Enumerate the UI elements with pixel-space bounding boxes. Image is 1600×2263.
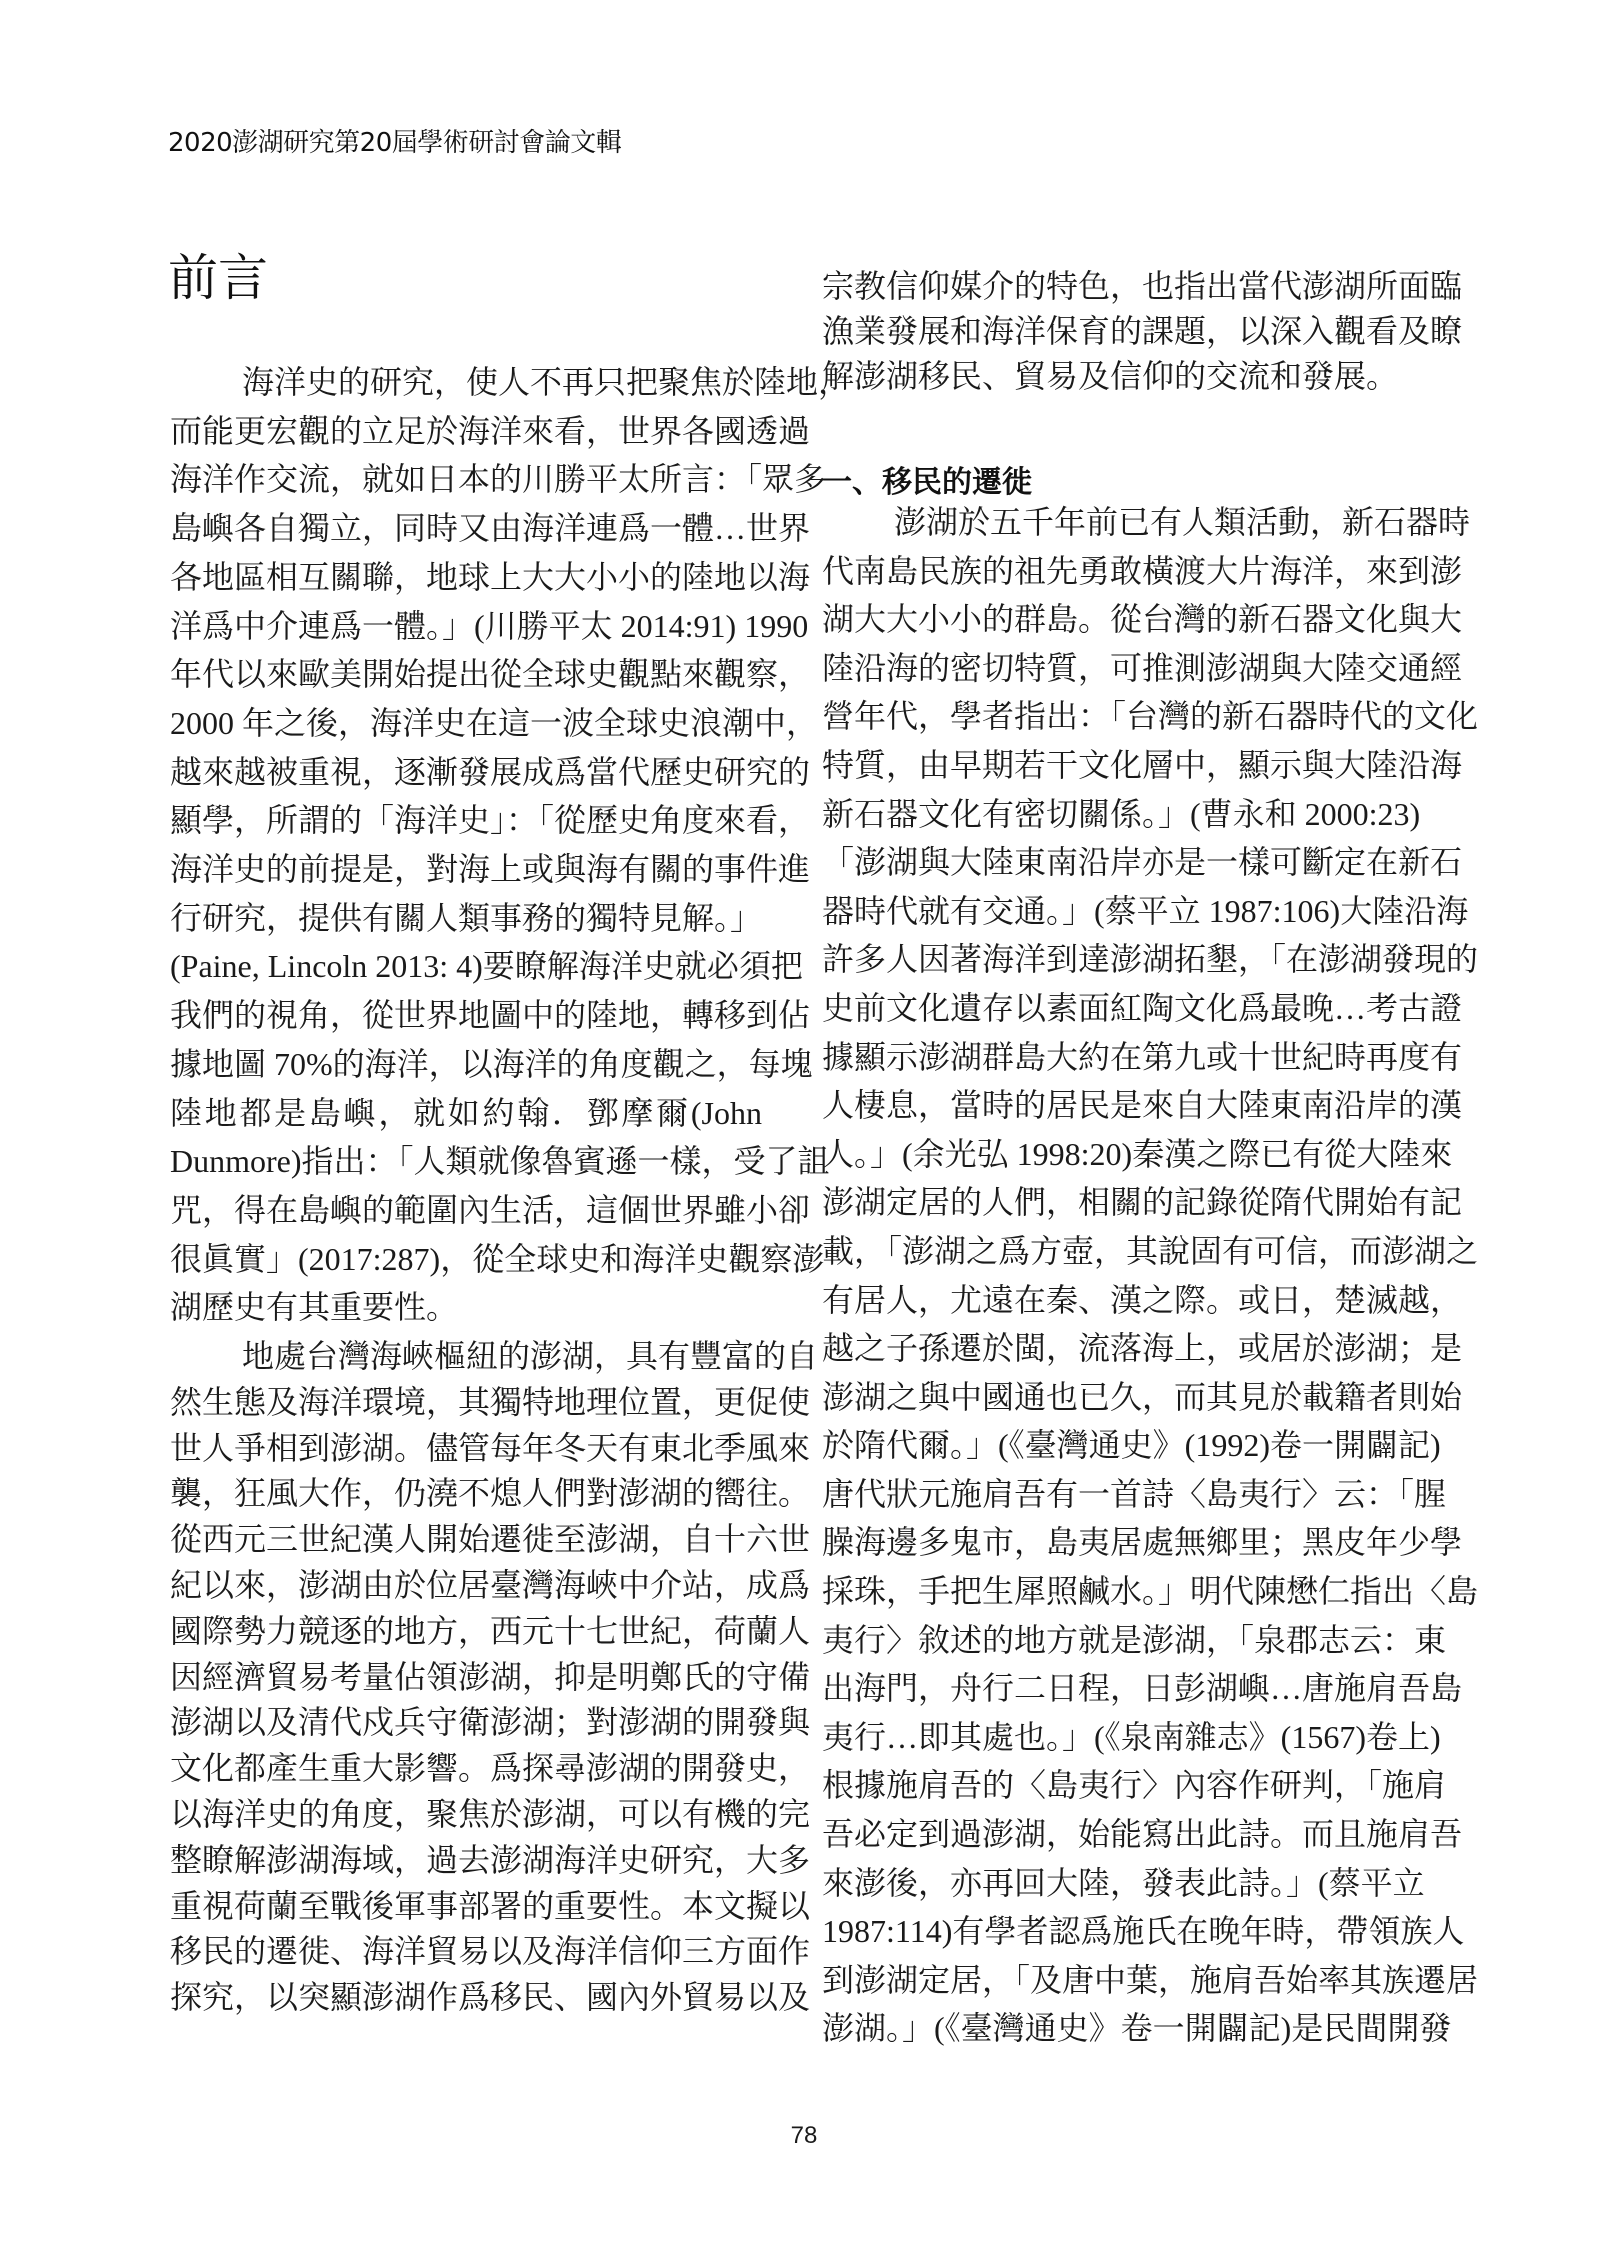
text-line: 探究，以突顯澎湖作爲移民、國內外貿易以及	[170, 1979, 811, 2016]
text-line: 臊海邊多鬼市，島夷居處無鄉里；黑皮年少學	[822, 1524, 1463, 1561]
text-line: 然生態及海洋環境，其獨特地理位置，更促使	[170, 1383, 811, 1420]
text-line: 新石器文化有密切關係。」(曹永和 2000:23)	[822, 795, 1421, 832]
text-line: 越之子孫遷於閩，流落海上，或居於澎湖；是	[822, 1330, 1463, 1367]
text-line: 顯學，所謂的「海洋史」：「從歷史角度來看，	[170, 802, 811, 839]
text-line: 唐代狀元施肩吾有一首詩〈島夷行〉云：「腥	[822, 1475, 1447, 1512]
text-line: 澎湖。」(《臺灣通史》卷一開闢記)是民間開發	[822, 2010, 1452, 2047]
text-line: 1987:114)有學者認爲施氏在晚年時，帶領族人	[822, 1913, 1465, 1950]
text-line: 「澎湖與大陸東南沿岸亦是一樣可斷定在新石	[822, 844, 1463, 881]
page-number: 78	[790, 2122, 818, 2149]
text-line: 根據施肩吾的〈島夷行〉內容作研判，「施肩	[822, 1767, 1447, 1804]
text-line: 漁業發展和海洋保育的課題，以深入觀看及瞭	[822, 313, 1463, 349]
text-line: 海洋作交流，就如日本的川勝平太所言：「眾多	[170, 461, 827, 498]
text-line: 營年代，學者指出：「台灣的新石器時代的文化	[822, 698, 1479, 735]
text-line: 因經濟貿易考量佔領澎湖，抑是明鄭氏的守備	[170, 1658, 811, 1695]
text-line: 澎湖之與中國通也已久，而其見於載籍者則始	[822, 1378, 1463, 1415]
text-line: 來澎後，亦再回大陸，發表此詩。」(蔡平立	[822, 1864, 1425, 1901]
text-line: 出海門，舟行二日程，日彭湖嶼…唐施肩吾島	[822, 1670, 1463, 1707]
text-line: 夷行〉敘述的地方就是澎湖，「泉郡志云：東	[822, 1621, 1447, 1658]
text-line: 代南島民族的祖先勇敢橫渡大片海洋，來到澎	[822, 552, 1463, 589]
text-line: 湖大大小小的群島。從台灣的新石器文化與大	[822, 601, 1463, 638]
text-line: 越來越被重視，逐漸發展成爲當代歷史研究的	[170, 753, 811, 790]
running-head: 2020澎湖研究第20屆學術研討會論文輯	[168, 128, 622, 158]
text-line: 載，「澎湖之爲方壺，其說固有可信，而澎湖之	[822, 1232, 1479, 1269]
text-line: 年代以來歐美開始提出從全球史觀點來觀察，	[170, 656, 811, 693]
text-line: 到澎湖定居，「及唐中葉，施肩吾始率其族遷居	[822, 1961, 1479, 1998]
text-line: 地處台灣海峽樞紐的澎湖，具有豐富的自	[242, 1338, 819, 1374]
text-line: 採珠，手把生犀照鹹水。」明代陳懋仁指出〈島	[822, 1573, 1479, 1610]
text-line: (Paine, Lincoln 2013: 4)要瞭解海洋史就必須把	[170, 948, 803, 985]
text-line: 行研究，提供有關人類事務的獨特見解。」	[170, 899, 763, 936]
text-line: 於隋代爾。」(《臺灣通史》(1992)卷一開闢記)	[822, 1427, 1441, 1464]
text-line: 吾必定到過澎湖，始能寫出此詩。而且施肩吾	[822, 1816, 1463, 1853]
text-line: 海洋史的前提是，對海上或與海有關的事件進	[170, 851, 811, 888]
text-line: 澎湖以及清代戍兵守衛澎湖；對澎湖的開發與	[170, 1704, 811, 1741]
text-line: 史前文化遺存以素面紅陶文化爲最晚…考古證	[822, 989, 1463, 1026]
text-line: 而能更宏觀的立足於海洋來看，世界各國透過	[170, 412, 811, 449]
text-line: 2000 年之後，海洋史在這一波全球史浪潮中，	[170, 704, 819, 741]
text-line: 咒，得在島嶼的範圍內生活，這個世界雖小卻	[170, 1191, 811, 1228]
text-line: 特質，由早期若干文化層中，顯示與大陸沿海	[822, 746, 1463, 783]
text-line: 移民的遷徙、海洋貿易以及海洋信仰三方面作	[170, 1933, 811, 1970]
text-line: 陸沿海的密切特質，可推測澎湖與大陸交通經	[822, 649, 1463, 686]
text-line: 人。」(余光弘 1998:20)秦漢之際已有從大陸來	[822, 1135, 1453, 1172]
text-line: Dunmore)指出：「人類就像魯賓遜一樣，受了詛	[170, 1143, 830, 1180]
text-line: 從西元三世紀漢人開始遷徙至澎湖，自十六世	[170, 1521, 811, 1558]
paragraph-2	[170, 1334, 819, 2021]
text-line: 澎湖於五千年前已有人類活動，新石器時	[894, 504, 1471, 540]
text-line: 解澎湖移民、貿易及信仰的交流和發展。	[822, 358, 1399, 394]
text-line: 宗教信仰媒介的特色，也指出當代澎湖所面臨	[822, 268, 1463, 304]
text-line: 重視荷蘭至戰後軍事部署的重要性。本文擬以	[170, 1887, 811, 1924]
text-line: 陸地都是島嶼，就如約翰．鄧摩爾(John	[170, 1094, 762, 1131]
text-line: 國際勢力競逐的地方，西元十七世紀，荷蘭人	[170, 1612, 811, 1649]
section-title: 前言	[168, 250, 268, 306]
text-line: 夷行…即其處也。」(《泉南雜志》(1567)卷上)	[822, 1718, 1441, 1755]
paragraph-continued	[822, 264, 1463, 399]
text-line: 我們的視角，從世界地圖中的陸地，轉移到佔	[170, 997, 811, 1034]
text-line: 島嶼各自獨立，同時又由海洋連爲一體…世界	[170, 510, 811, 547]
text-line: 文化都產生重大影響。爲探尋澎湖的開發史，	[170, 1750, 811, 1787]
text-line: 海洋史的研究，使人不再只把聚焦於陸地，	[242, 364, 851, 400]
paragraph-1	[170, 358, 851, 1332]
text-line: 世人爭相到澎湖。儘管每年冬天有東北季風來	[170, 1429, 811, 1466]
text-line: 有居人，尤遠在秦、漢之際。或日，楚滅越，	[822, 1281, 1463, 1318]
text-line: 以海洋史的角度，聚焦於澎湖，可以有機的完	[170, 1795, 811, 1832]
text-line: 據顯示澎湖群島大約在第九或十世紀時再度有	[822, 1038, 1463, 1075]
text-line: 器時代就有交通。」(蔡平立 1987:106)大陸沿海	[822, 892, 1469, 929]
paragraph-3	[822, 498, 1479, 2053]
text-line: 紀以來，澎湖由於位居臺灣海峽中介站，成爲	[170, 1566, 811, 1603]
text-line: 澎湖定居的人們，相關的記錄從隋代開始有記	[822, 1184, 1463, 1221]
text-line: 據地圖 70%的海洋，以海洋的角度觀之，每塊	[170, 1045, 813, 1082]
text-line: 許多人因著海洋到達澎湖拓墾，「在澎湖發現的	[822, 941, 1479, 978]
text-line: 各地區相互關聯，地球上大大小小的陸地以海	[170, 558, 811, 595]
text-line: 洋爲中介連爲一體。」(川勝平太 2014:91) 1990	[170, 607, 809, 644]
text-line: 整瞭解澎湖海域，過去澎湖海洋史研究，大多	[170, 1841, 811, 1878]
text-line: 湖歷史有其重要性。	[170, 1289, 459, 1326]
text-line: 人棲息，當時的居民是來自大陸東南沿岸的漢	[822, 1087, 1463, 1124]
section-heading: 一、移民的遷徙	[822, 465, 1032, 500]
text-line: 襲，狂風大作，仍澆不熄人們對澎湖的嚮往。	[170, 1475, 811, 1512]
text-line: 很眞實」(2017:287)，從全球史和海洋史觀察澎	[170, 1240, 825, 1277]
